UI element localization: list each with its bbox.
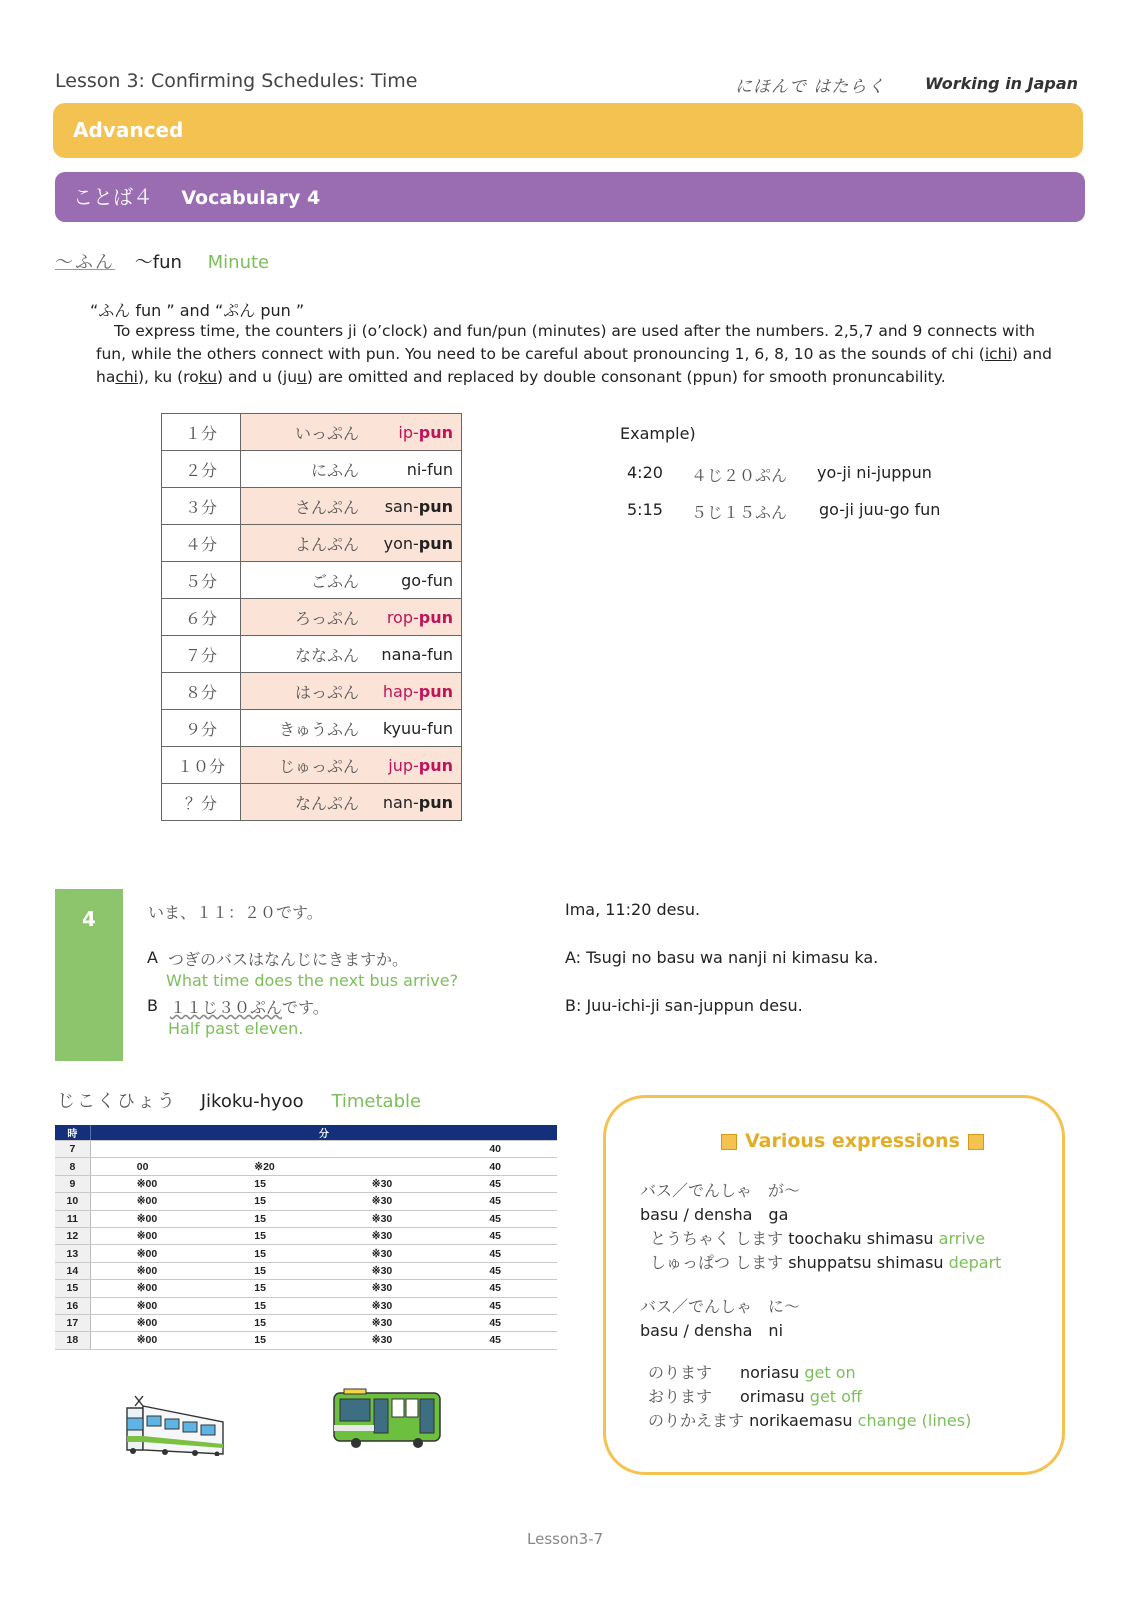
timetable-minute: ※30 (326, 1297, 444, 1314)
dialog-b-jp-answer: １１じ３０ぷん (170, 998, 283, 1017)
timetable-hour: 13 (55, 1245, 90, 1262)
intro-text-2: ), ku (ro (137, 368, 199, 386)
timetable-hour: 11 (55, 1210, 90, 1227)
minutes-romaji (365, 636, 462, 673)
timetable-minute: ※30 (326, 1314, 444, 1331)
vocabulary-banner (55, 172, 1085, 222)
minutes-romaji-prefix: go-fun (401, 570, 453, 590)
minutes-romaji-prefix: kyuu-fun (382, 718, 453, 738)
timetable-minute: ※30 (326, 1210, 444, 1227)
minutes-kana: いっぷん (241, 414, 366, 451)
expr-change-lines-jp: のりかえます (648, 1411, 745, 1430)
example-romaji: go-ji juu-go fun (819, 500, 941, 519)
example-romaji: yo-ji ni-juppun (817, 463, 932, 482)
series-title-en: Working in Japan (925, 74, 1079, 93)
minutes-row (162, 562, 462, 599)
timetable-minute: 15 (208, 1227, 326, 1244)
vocabulary-banner-jp: ことば４ (73, 185, 153, 209)
minutes-table (161, 413, 462, 821)
exercise-number-badge: 4 (55, 889, 123, 1061)
timetable-row (55, 1193, 557, 1210)
timetable-minute: ※00 (90, 1314, 208, 1331)
square-bullet-icon (968, 1134, 984, 1150)
minutes-romaji (365, 599, 462, 636)
expr-arrive (650, 1226, 985, 1249)
timetable-minute: 15 (208, 1210, 326, 1227)
expr-group2-romaji: basu / densha ni (640, 1321, 784, 1340)
timetable-minute (208, 1141, 326, 1158)
minutes-romaji-prefix: san- (384, 496, 419, 516)
timetable-minute: 15 (208, 1280, 326, 1297)
dialog-b-jp-rest: です。 (282, 998, 329, 1017)
timetable-hour: 8 (55, 1158, 90, 1175)
minutes-romaji (365, 673, 462, 710)
minutes-kanji: ８分 (162, 673, 241, 710)
timetable-heading-romaji: Jikoku-hyoo (200, 1091, 304, 1112)
minutes-romaji-prefix: yon- (383, 533, 419, 553)
timetable-row (55, 1280, 557, 1297)
timetable-row (55, 1314, 557, 1331)
timetable-minute: ※00 (90, 1210, 208, 1227)
expr-get-off (648, 1384, 862, 1407)
minutes-romaji-suffix: pun (418, 755, 453, 775)
minutes-row (162, 710, 462, 747)
intro-underline-u: u (297, 368, 307, 386)
bus-icon (334, 1389, 440, 1448)
timetable-minute (326, 1141, 444, 1158)
intro-text-and-ha: ) and ha (96, 345, 1052, 386)
intro-underline-chi: chi (115, 368, 138, 386)
example-kana: ５じ１５ふん (691, 503, 788, 522)
intro-underline-ichi: ichi (984, 345, 1012, 363)
timetable-minute: ※00 (90, 1280, 208, 1297)
timetable-minute: ※30 (326, 1332, 444, 1349)
timetable-row (55, 1175, 557, 1192)
minutes-row (162, 451, 462, 488)
section-heading-romaji: ～fun (134, 252, 182, 273)
minutes-kanji: ７分 (162, 636, 241, 673)
timetable-header-row (55, 1125, 557, 1141)
expr-depart-english: depart (948, 1253, 1002, 1272)
timetable-minute (326, 1158, 444, 1175)
timetable-minute: ※00 (90, 1175, 208, 1192)
expr-get-on-jp: のります (648, 1363, 713, 1382)
dialog-b-romaji: B: Juu-ichi-ji san-juppun desu. (565, 996, 803, 1015)
timetable-minute: 45 (443, 1314, 557, 1331)
minutes-kana: よんぷん (241, 525, 366, 562)
timetable-minute: ※30 (326, 1262, 444, 1279)
expr-get-on-romaji: noriasu (740, 1363, 800, 1382)
minutes-romaji-prefix: rop- (386, 607, 419, 627)
expr-get-on (648, 1360, 856, 1383)
dialog-b-jp (170, 995, 329, 1018)
minutes-romaji (365, 414, 462, 451)
minutes-romaji (365, 710, 462, 747)
timetable-minute: ※30 (326, 1227, 444, 1244)
timetable-minute: ※30 (326, 1280, 444, 1297)
timetable-hour: 16 (55, 1297, 90, 1314)
dialog-a-english: What time does the next bus arrive? (166, 971, 459, 990)
expr-group1-romaji: basu / densha ga (640, 1205, 789, 1224)
minutes-romaji-prefix: ni-fun (406, 459, 453, 479)
advanced-banner: Advanced (53, 103, 1083, 158)
minutes-romaji-suffix: pun (418, 496, 453, 516)
timetable-minute: ※00 (90, 1245, 208, 1262)
example-row (627, 500, 1067, 522)
expr-depart (650, 1250, 1001, 1273)
timetable-minute: ※00 (90, 1262, 208, 1279)
timetable-row (55, 1297, 557, 1314)
timetable-minute: ※00 (90, 1193, 208, 1210)
timetable-minute: ※00 (90, 1227, 208, 1244)
minutes-romaji (365, 562, 462, 599)
intro-text-3: ) and u (ju (217, 368, 298, 386)
minutes-romaji-suffix: pun (418, 422, 453, 442)
timetable-header-minute: 分 (90, 1125, 557, 1141)
expr-group2-jp: バス／でんしゃ に～ (640, 1297, 801, 1316)
timetable-minute: 15 (208, 1332, 326, 1349)
dialog-a-romaji: A: Tsugi no basu wa nanji ni kimasu ka. (565, 948, 879, 967)
minutes-romaji (365, 525, 462, 562)
timetable-minute: ※30 (326, 1175, 444, 1192)
timetable-minute: 40 (443, 1158, 557, 1175)
minutes-kanji: １分 (162, 414, 241, 451)
minutes-kanji: ９分 (162, 710, 241, 747)
minutes-row (162, 784, 462, 821)
expr-change-lines-english: change (lines) (857, 1411, 972, 1430)
minutes-romaji-prefix: hap- (382, 681, 419, 701)
section-heading-english: Minute (207, 252, 270, 273)
page-footer: Lesson3-7 (527, 1530, 604, 1548)
dialog-b-english: Half past eleven. (168, 1019, 304, 1038)
timetable-minute: 45 (443, 1280, 557, 1297)
minutes-romaji-suffix: pun (418, 533, 453, 553)
timetable-hour: 12 (55, 1227, 90, 1244)
vocabulary-banner-en: Vocabulary 4 (181, 187, 321, 209)
dialog-a-label: A (147, 948, 158, 967)
timetable-minute: 45 (443, 1175, 557, 1192)
timetable-row (55, 1141, 557, 1158)
timetable-heading (57, 1087, 421, 1113)
timetable-hour: 7 (55, 1141, 90, 1158)
section-heading (55, 248, 269, 274)
expr-arrive-jp: とうちゃく します (650, 1229, 784, 1248)
minutes-kana: にふん (241, 451, 366, 488)
timetable-minute: ※30 (326, 1193, 444, 1210)
minutes-romaji-prefix: jup- (388, 755, 419, 775)
dialog-b-label: B (147, 996, 158, 1015)
lesson-title: Lesson 3: Confirming Schedules: Time (55, 70, 418, 92)
expr-get-off-romaji: orimasu (740, 1387, 805, 1406)
intro-text-4: ) are omitted and replaced by double consonant (ppun) for smooth pronuncability. (306, 368, 946, 386)
dialog-a-jp: つぎのバスはなんじにきますか。 (168, 950, 409, 969)
timetable-hour: 14 (55, 1262, 90, 1279)
example-kana: ４じ２０ぷん (691, 466, 788, 485)
timetable-header-hour: 時 (55, 1125, 90, 1141)
minutes-kanji: ３分 (162, 488, 241, 525)
minutes-romaji-prefix: ip- (398, 422, 419, 442)
minutes-row (162, 747, 462, 784)
example-row (627, 463, 1067, 485)
timetable-minute: 45 (443, 1332, 557, 1349)
example-time: 4:20 (627, 463, 663, 482)
timetable (55, 1125, 557, 1350)
timetable-row (55, 1262, 557, 1279)
minutes-kana: きゅうふん (241, 710, 366, 747)
minutes-romaji-prefix: nan- (382, 792, 419, 812)
minutes-kana: はっぷん (241, 673, 366, 710)
minutes-kana: ななふん (241, 636, 366, 673)
timetable-heading-english: Timetable (331, 1091, 422, 1112)
expr-depart-jp: しゅっぱつ します (650, 1253, 784, 1272)
timetable-row (55, 1210, 557, 1227)
expr-depart-romaji: shuppatsu shimasu (788, 1253, 944, 1272)
expressions-title (713, 1130, 992, 1152)
expr-group1-jp: バス／でんしゃ が～ (640, 1181, 801, 1200)
bus-illustration (332, 1387, 442, 1449)
timetable-hour: 15 (55, 1280, 90, 1297)
timetable-minute: 15 (208, 1262, 326, 1279)
timetable-minute (90, 1141, 208, 1158)
example-title: Example) (620, 424, 696, 443)
expressions-title-text: Various expressions (745, 1130, 960, 1152)
expr-arrive-english: arrive (938, 1229, 986, 1248)
timetable-minute: 15 (208, 1193, 326, 1210)
minutes-row (162, 488, 462, 525)
dialog-now-romaji: Ima, 11:20 desu. (565, 900, 701, 919)
minutes-row (162, 525, 462, 562)
timetable-minute: ※20 (208, 1158, 326, 1175)
minutes-romaji (365, 784, 462, 821)
series-title-jp: にほんで はたらく (735, 77, 886, 97)
timetable-hour: 9 (55, 1175, 90, 1192)
minutes-kanji: １０分 (162, 747, 241, 784)
expr-arrive-romaji: toochaku shimasu (788, 1229, 934, 1248)
timetable-minute: 15 (208, 1175, 326, 1192)
minutes-romaji (365, 451, 462, 488)
timetable-minute: 45 (443, 1262, 557, 1279)
minutes-row (162, 599, 462, 636)
minutes-kanji: ？分 (162, 784, 241, 821)
train-icon (127, 1396, 223, 1456)
minutes-romaji (365, 747, 462, 784)
timetable-minute: 15 (208, 1297, 326, 1314)
timetable-minute: 15 (208, 1245, 326, 1262)
minutes-romaji-suffix: pun (418, 607, 453, 627)
timetable-minute: 45 (443, 1210, 557, 1227)
timetable-row (55, 1158, 557, 1175)
minutes-kanji: ４分 (162, 525, 241, 562)
minutes-kana: なんぷん (241, 784, 366, 821)
minutes-romaji (365, 488, 462, 525)
intro-text-1: To express time, the counters ji (o’clock) and fun/pun (minutes) are used after the numbers. 2,5,7 and 9 connects with fun, while the others connect with pun. You need to be careful about pronouncing 1, 6, 8, 10 as the sounds of chi ( (96, 322, 1035, 363)
expr-change-lines-romaji: norikaemasu (749, 1411, 853, 1430)
intro-title: “ふん fun ” and “ぷん pun ” (90, 301, 305, 320)
minutes-kana: ろっぷん (241, 599, 366, 636)
timetable-minute: 45 (443, 1245, 557, 1262)
minutes-kanji: ６分 (162, 599, 241, 636)
minutes-kanji: ２分 (162, 451, 241, 488)
timetable-minute: 45 (443, 1193, 557, 1210)
expr-get-off-english: get off (809, 1387, 862, 1406)
square-bullet-icon (721, 1134, 737, 1150)
timetable-minute: 40 (443, 1141, 557, 1158)
minutes-kanji: ５分 (162, 562, 241, 599)
minutes-romaji-prefix: nana-fun (381, 644, 453, 664)
minutes-row (162, 673, 462, 710)
train-illustration (125, 1394, 229, 1456)
timetable-minute: 45 (443, 1297, 557, 1314)
timetable-row (55, 1332, 557, 1349)
example-time: 5:15 (627, 500, 663, 519)
section-heading-jp: ～ふん (55, 252, 115, 273)
timetable-row (55, 1227, 557, 1244)
minutes-kana: さんぷん (241, 488, 366, 525)
timetable-hour: 18 (55, 1332, 90, 1349)
timetable-minute: 45 (443, 1227, 557, 1244)
minutes-romaji-suffix: pun (418, 681, 453, 701)
intro-paragraph (96, 320, 1066, 389)
intro-underline-ku: ku (198, 368, 218, 386)
timetable-heading-jp: じこくひょう (57, 1091, 177, 1112)
timetable-minute: ※00 (90, 1332, 208, 1349)
timetable-row (55, 1245, 557, 1262)
timetable-hour: 10 (55, 1193, 90, 1210)
expr-get-off-jp: おります (648, 1387, 713, 1406)
timetable-hour: 17 (55, 1314, 90, 1331)
expr-change-lines (648, 1408, 971, 1431)
minutes-row (162, 414, 462, 451)
timetable-minute: ※00 (90, 1297, 208, 1314)
minutes-kana: ごふん (241, 562, 366, 599)
timetable-minute: ※30 (326, 1245, 444, 1262)
minutes-kana: じゅっぷん (241, 747, 366, 784)
minutes-romaji-suffix: pun (418, 792, 453, 812)
expr-get-on-english: get on (804, 1363, 856, 1382)
dialog-now-jp: いま、１１：２０です。 (148, 903, 323, 922)
timetable-minute: 00 (90, 1158, 208, 1175)
minutes-row (162, 636, 462, 673)
timetable-minute: 15 (208, 1314, 326, 1331)
